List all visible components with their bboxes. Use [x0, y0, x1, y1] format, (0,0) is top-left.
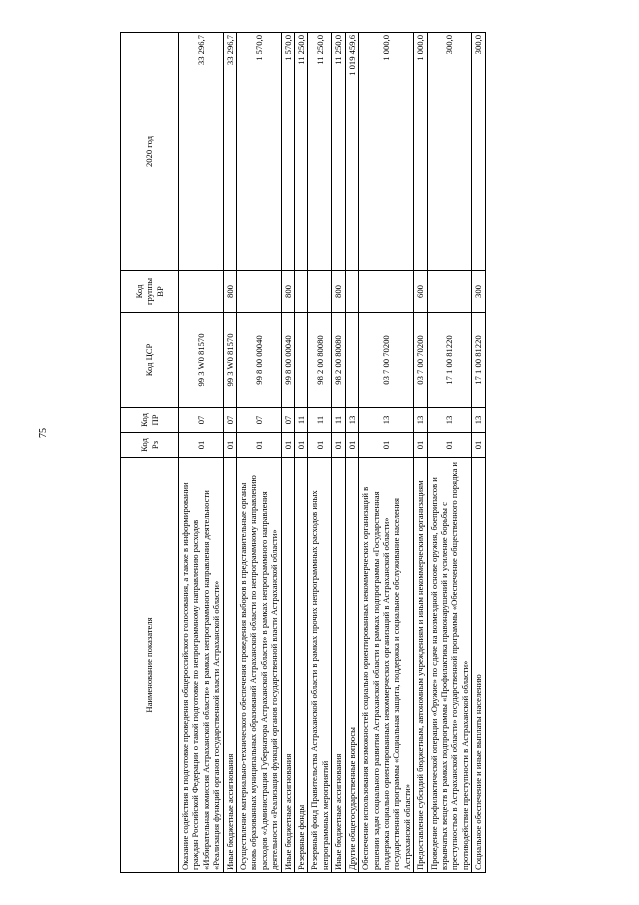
cell-pr: 13	[414, 408, 427, 433]
cell-csr: 99 3 W0 81570	[179, 313, 224, 408]
cell-csr: 99 8 00 00040	[237, 313, 282, 408]
cell-sum: 1 570,0	[281, 33, 294, 271]
cell-csr: 03 7 00 70200	[414, 313, 427, 408]
cell-rz: 01	[427, 433, 472, 458]
cell-rz: 01	[281, 433, 294, 458]
cell-rz: 01	[308, 433, 332, 458]
cell-sum: 300,0	[472, 33, 485, 271]
cell-csr: 98 2 00 80080	[308, 313, 332, 408]
cell-sum: 11 250,0	[295, 33, 308, 271]
cell-rz: 01	[472, 433, 485, 458]
cell-sum: 1 000,0	[414, 33, 427, 271]
cell-csr: 17 1 00 81220	[472, 313, 485, 408]
cell-pr: 11	[308, 408, 332, 433]
table-row	[223, 33, 236, 873]
table-row	[345, 33, 358, 873]
budget-table	[120, 32, 486, 873]
table-row	[359, 33, 414, 873]
cell-rz: 01	[179, 433, 224, 458]
header-name: Наименование показателя	[121, 458, 179, 873]
cell-pr: 13	[359, 408, 414, 433]
cell-pr: 07	[281, 408, 294, 433]
table-row	[295, 33, 308, 873]
cell-name: Резервный фонд Правительства Астраханской области в рамках прочих непрограммных расходов иных непрограммных мероприятий	[308, 458, 332, 873]
cell-sum: 33 296,7	[223, 33, 236, 271]
cell-rz: 01	[345, 433, 358, 458]
cell-name: Иные бюджетные ассигнования	[332, 458, 345, 873]
cell-rz: 01	[223, 433, 236, 458]
cell-name: Оказание содействия в подготовке проведения общероссийского голосования, а также в информировании граждан Российской Федерации о такой подготовке по непрограммному направлению расходов «Избирательная комиссия Астраханской области» в рамках непрограммного направления деятельности «Реализация функций органов государственной власти Астраханской области»	[179, 458, 224, 873]
cell-sum: 300,0	[427, 33, 472, 271]
cell-vr: 800	[281, 271, 294, 313]
cell-csr: 03 7 00 70200	[359, 313, 414, 408]
cell-vr	[295, 271, 308, 313]
cell-vr	[179, 271, 224, 313]
cell-name: Иные бюджетные ассигнования	[223, 458, 236, 873]
table-header-row	[121, 33, 179, 873]
cell-name: Социальное обеспечение и иные выплаты населению	[472, 458, 485, 873]
cell-pr: 13	[472, 408, 485, 433]
cell-sum: 1 019 459,6	[345, 33, 358, 271]
cell-vr: 300	[472, 271, 485, 313]
cell-pr: 11	[295, 408, 308, 433]
cell-vr	[237, 271, 282, 313]
cell-name: Другие общегосударственные вопросы	[345, 458, 358, 873]
cell-pr: 11	[332, 408, 345, 433]
cell-vr: 800	[223, 271, 236, 313]
table-row	[427, 33, 472, 873]
header-csr: Код ЦСР	[121, 313, 179, 408]
cell-name: Резервные фонды	[295, 458, 308, 873]
header-rz: Код Рз	[121, 433, 179, 458]
cell-vr	[308, 271, 332, 313]
cell-pr: 07	[237, 408, 282, 433]
cell-csr: 17 1 00 81220	[427, 313, 472, 408]
cell-csr: 99 3 W0 81570	[223, 313, 236, 408]
cell-vr	[345, 271, 358, 313]
table-row	[281, 33, 294, 873]
table-row	[308, 33, 332, 873]
cell-sum: 11 250,0	[332, 33, 345, 271]
cell-rz: 01	[332, 433, 345, 458]
cell-sum: 1 570,0	[237, 33, 282, 271]
cell-rz: 01	[414, 433, 427, 458]
table-row	[237, 33, 282, 873]
cell-rz: 01	[359, 433, 414, 458]
cell-pr: 13	[345, 408, 358, 433]
table-row	[472, 33, 485, 873]
header-vr: Код группы ВР	[121, 271, 179, 313]
cell-sum: 11 250,0	[308, 33, 332, 271]
cell-pr: 07	[179, 408, 224, 433]
cell-rz: 01	[295, 433, 308, 458]
cell-csr: 98 2 00 80080	[332, 313, 345, 408]
cell-pr: 07	[223, 408, 236, 433]
cell-vr	[359, 271, 414, 313]
cell-name: Проведение профилактической операции «Оружие» по сдаче на возмездной основе оружия, боеприпасов и взрывчатых веществ в рамках подпрограммы «Профилактика правонарушений и усиление борьбы с преступностью в Астраханской области» государственной программы «Обеспечение общественного порядка и противодействие преступности в Астраханской области»	[427, 458, 472, 873]
cell-csr: 99 8 00 00040	[281, 313, 294, 408]
cell-vr: 600	[414, 271, 427, 313]
cell-vr: 800	[332, 271, 345, 313]
cell-name: Осуществление материально-технического обеспечения проведения выборов в представительные органы вновь образованных муниципальных образований Астраханской области по непрограммному направлению расходов «Администрация Губернатора Астраханской области» в рамках непрограммного направления деятельности «Реализация функций органов государственной власти Астраханской области»	[237, 458, 282, 873]
table-row	[332, 33, 345, 873]
cell-csr	[345, 313, 358, 408]
cell-csr	[295, 313, 308, 408]
cell-name: Иные бюджетные ассигнования	[281, 458, 294, 873]
table-row	[414, 33, 427, 873]
cell-sum: 1 000,0	[359, 33, 414, 271]
header-year: 2020 год	[121, 33, 179, 271]
header-pr: Код ПР	[121, 408, 179, 433]
cell-name: Предоставление субсидий бюджетным, автономным учреждениям и иным некоммерческим организациям	[414, 458, 427, 873]
budget-table-container	[120, 33, 486, 873]
cell-rz: 01	[237, 433, 282, 458]
cell-vr	[427, 271, 472, 313]
page-number: 75	[38, 428, 49, 438]
table-row	[179, 33, 224, 873]
cell-sum: 33 296,7	[179, 33, 224, 271]
cell-pr: 13	[427, 408, 472, 433]
cell-name: Обеспечение использования возможностей социально ориентированных некоммерческих организаций в решении задач социального развития Астраханской области в рамках подпрограммы «Государственная поддержка социально ориентированных некоммерческих организаций в Астраханской области» государственной программы «Социальная защита, поддержка и социальное обслуживание населения Астраханской области»	[359, 458, 414, 873]
